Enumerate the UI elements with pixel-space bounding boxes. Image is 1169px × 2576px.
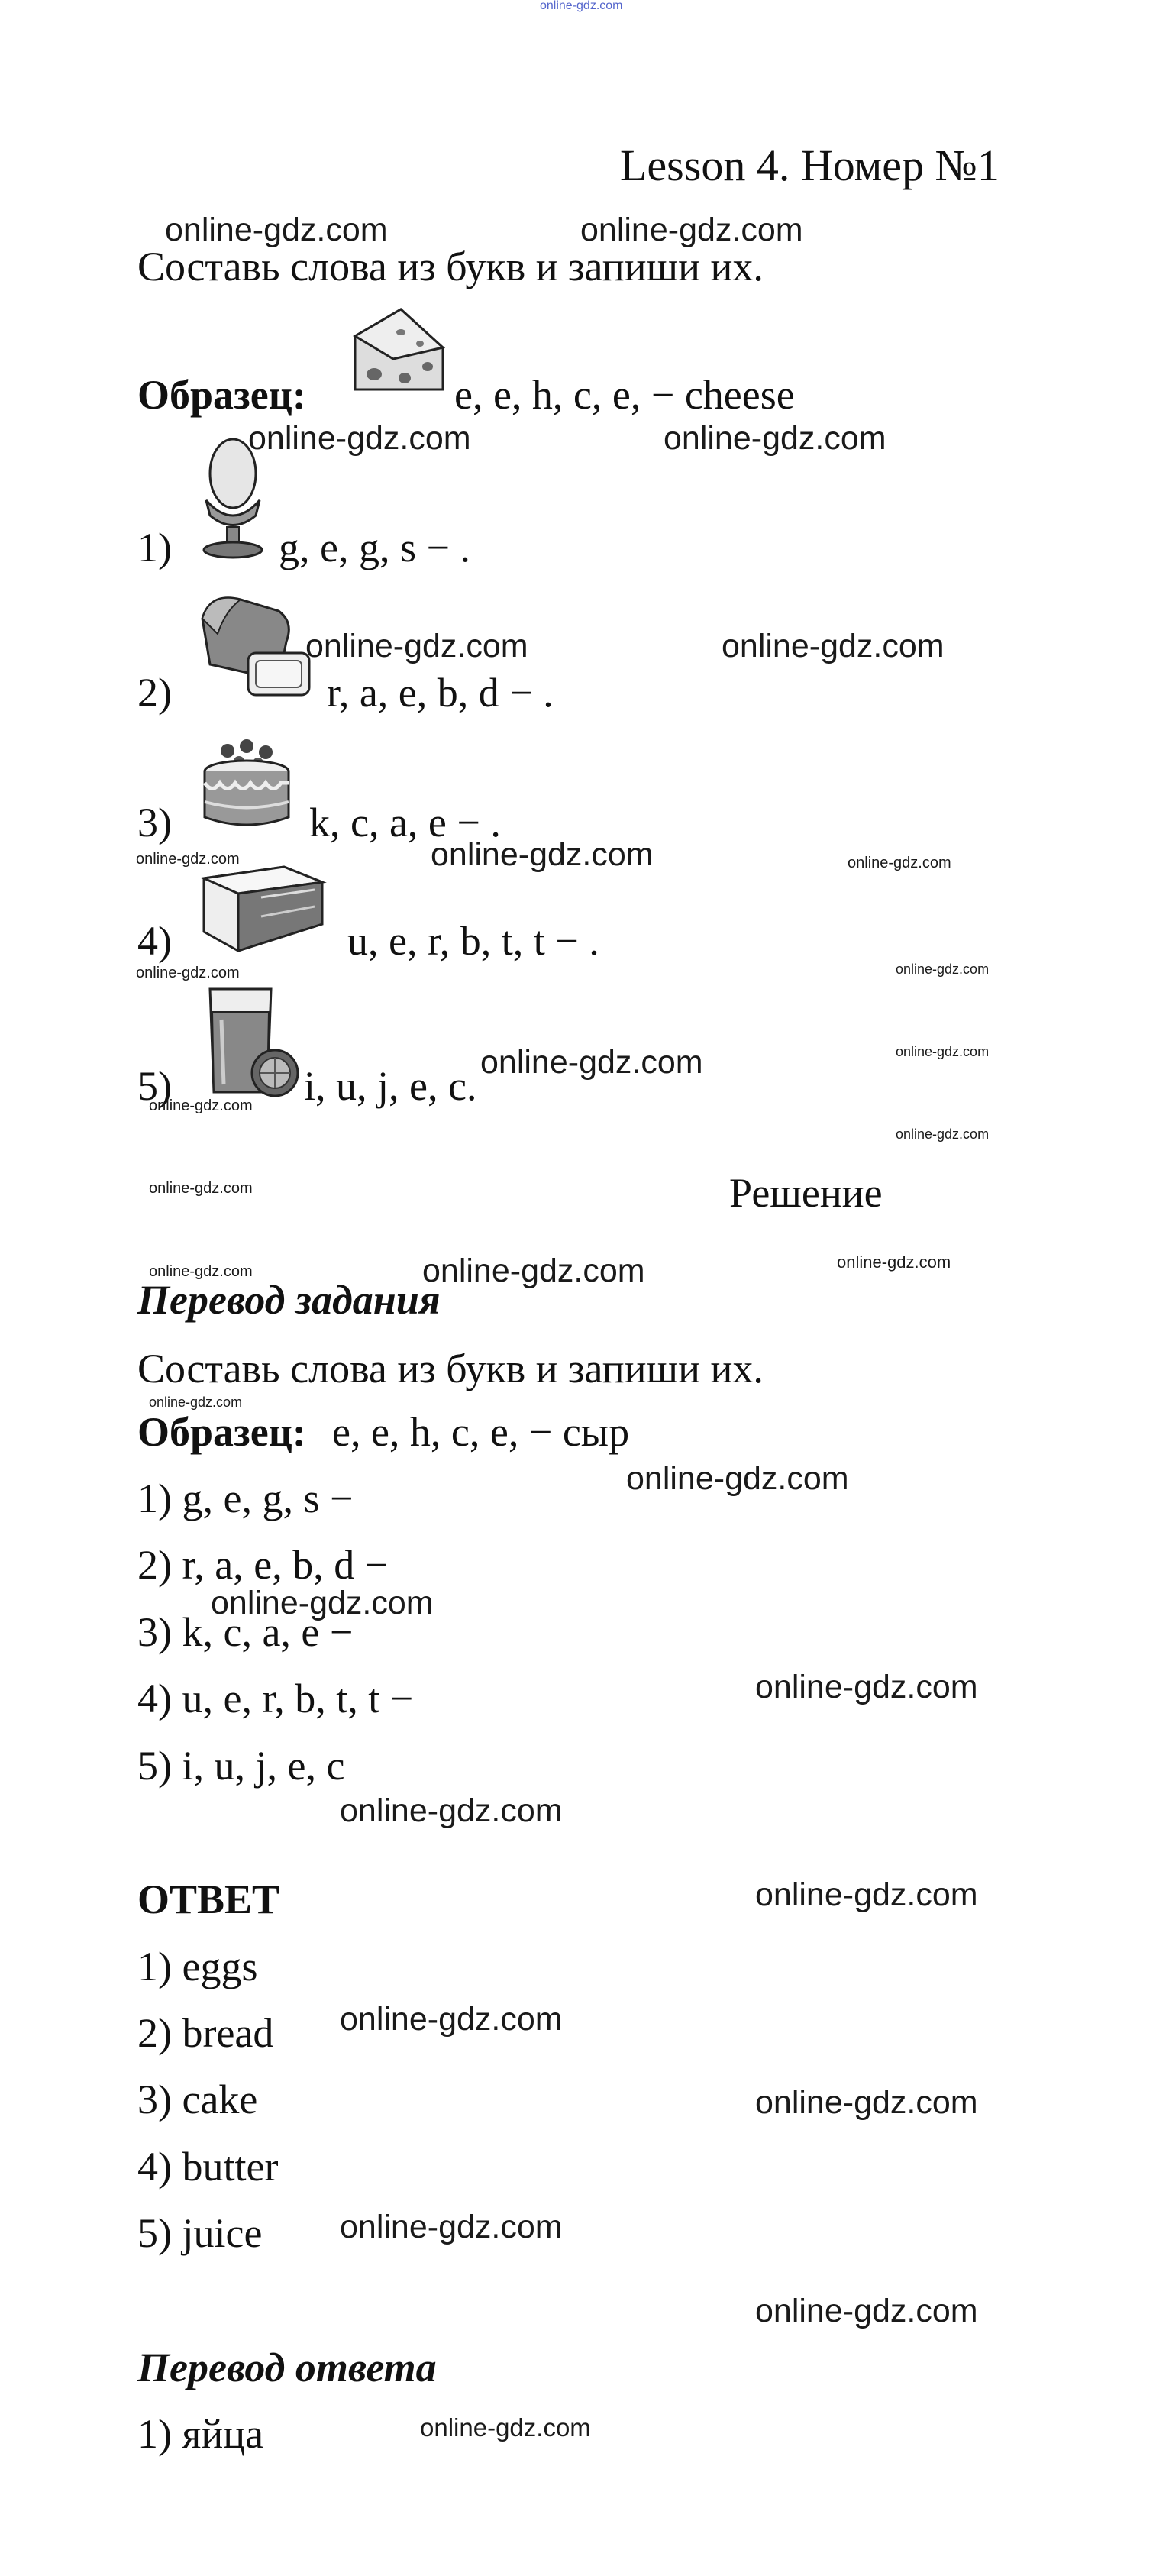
cheese-icon bbox=[347, 305, 447, 405]
watermark: online-gdz.com bbox=[896, 1126, 990, 1142]
translation-item-5: 5) i, u, j, e, c bbox=[137, 1743, 345, 1789]
answer-item-5: 5) juice bbox=[137, 2210, 263, 2256]
watermark: online-gdz.com bbox=[305, 628, 528, 664]
watermark: online-gdz.com bbox=[149, 1395, 243, 1410]
butter-icon bbox=[192, 859, 330, 958]
translation-sample-text: e, e, h, c, e, − сыр bbox=[332, 1409, 630, 1455]
task-item-4-number: 4) bbox=[137, 918, 172, 964]
watermark: online-gdz.com bbox=[340, 2209, 563, 2245]
watermark: online-gdz.com bbox=[722, 628, 945, 664]
watermark: online-gdz.com bbox=[248, 420, 471, 457]
watermark: online-gdz.com bbox=[480, 1044, 703, 1081]
sample-label: Образец: bbox=[137, 372, 306, 418]
sample-text: e, e, h, c, e, − cheese bbox=[454, 372, 795, 418]
watermark: online-gdz.com bbox=[340, 2001, 563, 2038]
translation-item-3: 3) k, c, a, e − bbox=[137, 1609, 354, 1655]
answer-item-4: 4) butter bbox=[137, 2144, 279, 2190]
watermark: online-gdz.com bbox=[755, 2293, 978, 2329]
watermark: online-gdz.com bbox=[848, 855, 951, 871]
task-item-3-text: k, c, a, e − . bbox=[309, 800, 501, 845]
answer-item-1: 1) eggs bbox=[137, 1944, 258, 1989]
task-item-2-number: 2) bbox=[137, 670, 172, 716]
translation-heading: Перевод задания bbox=[137, 1277, 441, 1323]
task-item-5-text: i, u, j, e, c. bbox=[304, 1063, 477, 1109]
watermark: online-gdz.com bbox=[149, 1180, 253, 1197]
answer-item-2: 2) bread bbox=[137, 2010, 274, 2056]
watermark: online-gdz.com bbox=[420, 2413, 591, 2442]
watermark: online-gdz.com bbox=[664, 420, 886, 457]
bread-icon bbox=[195, 588, 317, 703]
translation-instruction: Составь слова из букв и запиши их. bbox=[137, 1346, 764, 1391]
watermark: online-gdz.com bbox=[136, 851, 240, 868]
translation-item-1: 1) g, e, g, s − bbox=[137, 1475, 354, 1521]
watermark: online-gdz.com bbox=[149, 1097, 253, 1114]
watermark: online-gdz.com bbox=[149, 1263, 253, 1280]
task-item-2-text: r, a, e, b, d − . bbox=[327, 670, 554, 716]
watermark: online-gdz.com bbox=[626, 1460, 849, 1497]
watermark: online-gdz.com bbox=[896, 962, 990, 977]
answer-item-3: 3) cake bbox=[137, 2077, 258, 2122]
watermark: online-gdz.com bbox=[136, 965, 240, 981]
watermark: online-gdz.com bbox=[340, 1792, 563, 1829]
translation-item-4: 4) u, e, r, b, t, t − bbox=[137, 1676, 414, 1721]
watermark: online-gdz.com bbox=[431, 836, 654, 873]
watermark: online-gdz.com bbox=[211, 1585, 434, 1621]
watermark: online-gdz.com bbox=[165, 212, 388, 248]
watermark: online-gdz.com bbox=[422, 1252, 645, 1289]
task-item-3-number: 3) bbox=[137, 800, 172, 845]
watermark: online-gdz.com bbox=[755, 1669, 978, 1705]
solution-heading: Решение bbox=[729, 1170, 883, 1216]
page-title: Lesson 4. Номер №1 bbox=[620, 141, 999, 190]
watermark: online-gdz.com bbox=[837, 1252, 951, 1272]
top-watermark: online-gdz.com bbox=[540, 0, 623, 12]
task-item-1-number: 1) bbox=[137, 525, 172, 570]
watermark: online-gdz.com bbox=[580, 212, 803, 248]
answer-translation-heading: Перевод ответа bbox=[137, 2345, 437, 2390]
answer-heading: ОТВЕТ bbox=[137, 1876, 280, 1922]
watermark: online-gdz.com bbox=[896, 1044, 990, 1059]
watermark: online-gdz.com bbox=[755, 2084, 978, 2121]
task-item-4-text: u, e, r, b, t, t − . bbox=[347, 918, 599, 964]
cake-icon bbox=[197, 737, 296, 836]
translation-item-2: 2) r, a, e, b, d − bbox=[137, 1542, 389, 1588]
answer-translation-item-1: 1) яйца bbox=[137, 2411, 264, 2457]
juice-icon bbox=[202, 985, 302, 1100]
task-item-5-number: 5) bbox=[137, 1063, 172, 1109]
task-item-1-text: g, e, g, s − . bbox=[279, 525, 470, 570]
watermark: online-gdz.com bbox=[755, 1876, 978, 1913]
translation-sample-label: Образец: bbox=[137, 1409, 306, 1455]
task-instruction: Составь слова из букв и запиши их. bbox=[137, 244, 764, 289]
